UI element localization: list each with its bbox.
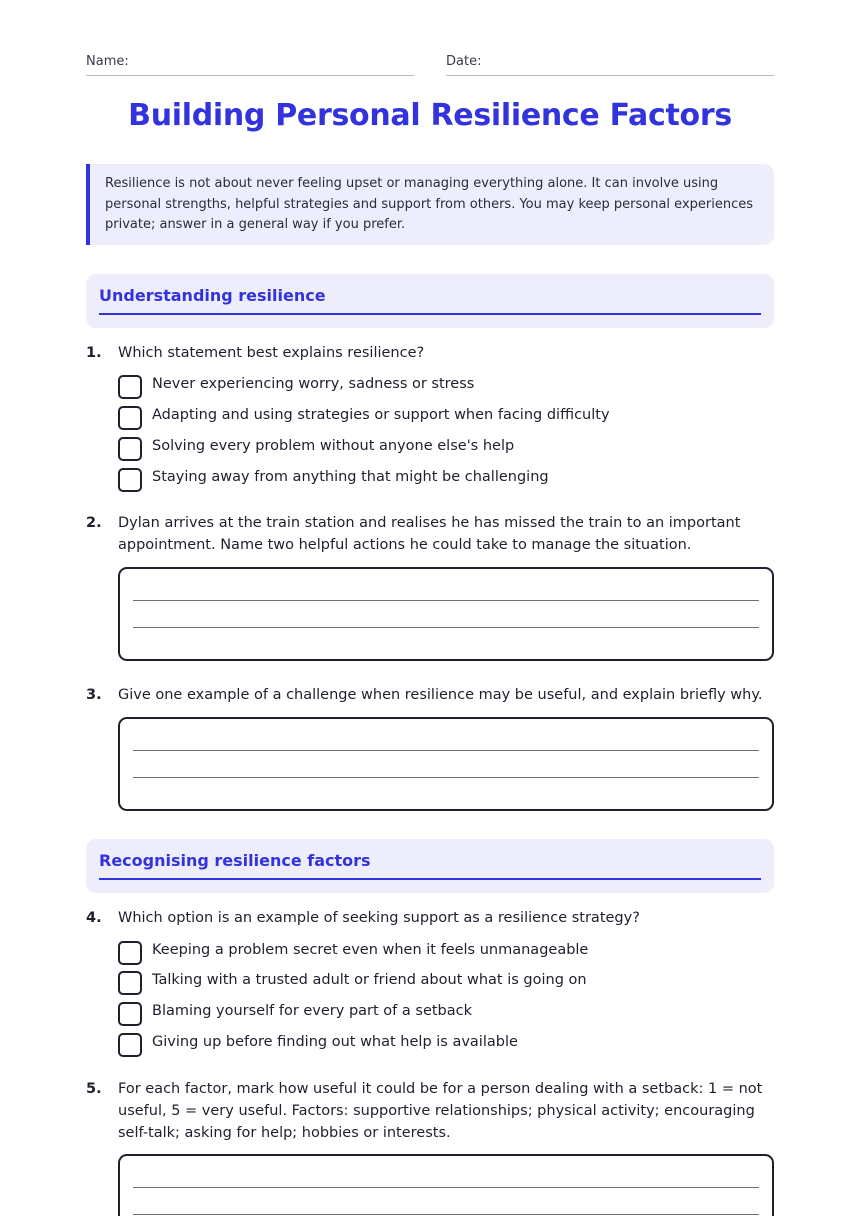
section-title: Recognising resilience factors xyxy=(99,851,761,880)
question-text: Which option is an example of seeking support as a resilience strategy? xyxy=(118,910,640,926)
name-label: Name: xyxy=(86,54,129,69)
header-fields xyxy=(86,54,774,76)
answer-line xyxy=(133,750,759,751)
question-number: 2. xyxy=(86,515,102,531)
checkbox[interactable] xyxy=(118,468,142,492)
section-header-understanding xyxy=(86,274,774,328)
question-number: 5. xyxy=(86,1081,102,1097)
checkbox[interactable] xyxy=(118,375,142,399)
answer-line xyxy=(133,627,759,628)
option-label: Adapting and using strategies or support when facing difficulty xyxy=(152,407,610,423)
option-label: Keeping a problem secret even when it feels unmanageable xyxy=(152,942,589,958)
answer-line xyxy=(133,600,759,601)
question-text: Which statement best explains resilience? xyxy=(118,345,425,361)
option-label: Talking with a trusted adult or friend about what is going on xyxy=(152,972,587,988)
page-title: Building Personal Resilience Factors xyxy=(128,98,732,133)
answer-line xyxy=(133,777,759,778)
checkbox[interactable] xyxy=(118,406,142,430)
question-number: 4. xyxy=(86,910,102,926)
answer-box-q3[interactable] xyxy=(118,717,774,811)
date-field[interactable] xyxy=(446,54,774,76)
option-label: Solving every problem without anyone else's help xyxy=(152,438,515,454)
checkbox[interactable] xyxy=(118,437,142,461)
checkbox[interactable] xyxy=(118,971,142,995)
question-text: For each factor, mark how useful it could be for a person dealing with a setback: 1 = not useful, 5 = very useful. Factors: supportive relationships; physical activity; encouraging self-talk; asking for help; hobbies or interests. xyxy=(118,1081,763,1141)
option-label: Never experiencing worry, sadness or stress xyxy=(152,376,475,392)
name-field[interactable] xyxy=(86,54,414,76)
checkbox[interactable] xyxy=(118,1002,142,1026)
section-header-recognising xyxy=(86,839,774,893)
option-label: Giving up before finding out what help is available xyxy=(152,1034,518,1050)
question-number: 3. xyxy=(86,687,102,703)
question-text: Dylan arrives at the train station and realises he has missed the train to an important appointment. Name two helpful actions he could take to manage the situation. xyxy=(118,515,741,553)
answer-box-q5[interactable] xyxy=(118,1154,774,1216)
answer-box-q2[interactable] xyxy=(118,567,774,661)
checkbox[interactable] xyxy=(118,941,142,965)
option-label: Staying away from anything that might be challenging xyxy=(152,469,549,485)
question-number: 1. xyxy=(86,345,102,361)
option-label: Blaming yourself for every part of a setback xyxy=(152,1003,473,1019)
intro-callout: Resilience is not about never feeling upset or managing everything alone. It can involve using personal strengths, helpful strategies and support from others. You may keep personal experiences private; answer in a general way if you prefer. xyxy=(86,164,774,245)
question-text: Give one example of a challenge when resilience may be useful, and explain briefly why. xyxy=(118,687,763,703)
section-title: Understanding resilience xyxy=(99,286,761,315)
date-label: Date: xyxy=(446,54,482,69)
checkbox[interactable] xyxy=(118,1033,142,1057)
answer-line xyxy=(133,1187,759,1188)
answer-line xyxy=(133,1214,759,1215)
